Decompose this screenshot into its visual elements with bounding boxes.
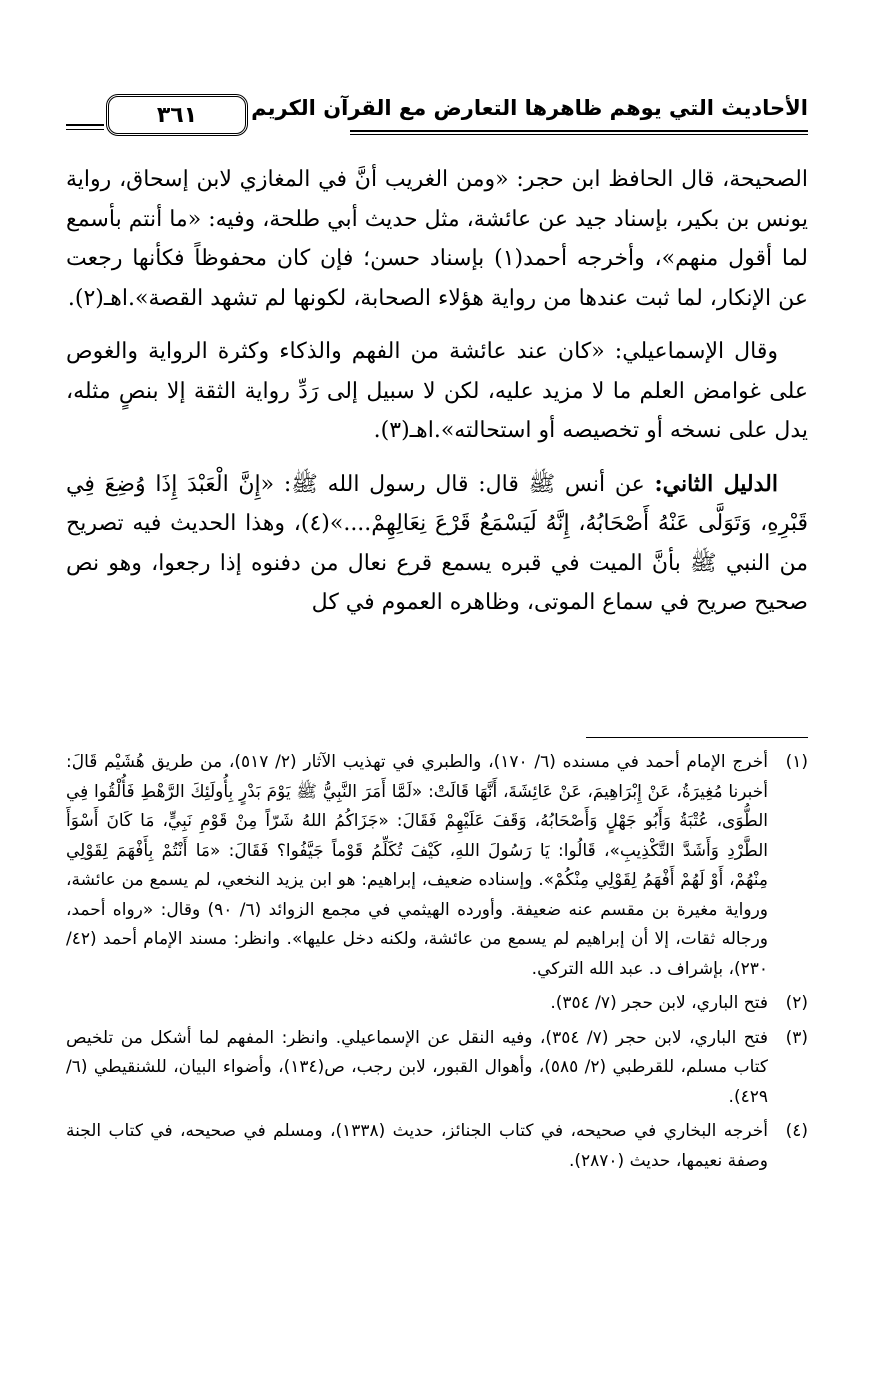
running-title: الأحاديث التي يوهم ظاهرها التعارض مع القرآن الكريم <box>251 96 808 120</box>
footnotes <box>66 748 808 1181</box>
footnote-number: (٤) <box>785 1121 808 1141</box>
footnote-text: أخرجه البخاري في صحيحه، في كتاب الجنائز، حديث (١٣٣٨)، ومسلم في صحيحه، في كتاب الجنة وصفة نعيمها، حديث (٢٨٧٠). <box>66 1121 768 1171</box>
header-rule-left-thin <box>66 129 104 130</box>
main-text <box>66 160 808 637</box>
footnote-1 <box>66 748 808 984</box>
paragraph-3 <box>66 465 808 623</box>
footnote-number: (١) <box>785 752 808 772</box>
footnote-separator <box>586 737 808 738</box>
evidence-heading: الدليل الثاني: <box>654 470 778 497</box>
page-header <box>66 92 808 140</box>
footnote-text: فتح الباري، لابن حجر (٧/ ٣٥٤)، وفيه النقل عن الإسماعيلي. وانظر: المفهم لما أشكل من تلخيص كتاب مسلم، للقرطبي (٢/ ٥٨٥)، وأهوال القبور، لابن رجب، ص(١٣٤)، وأضواء البيان، للشنقيطي (٦/ ٤٢٩). <box>66 1027 768 1107</box>
paragraph-2: وقال الإسماعيلي: «كان عند عائشة من الفهم والذكاء وكثرة الرواية والغوص على غوامض العلم ما لا مزيد عليه، لكن لا سبيل إلى رَدِّ رواية الثقة إلا بنصٍ مثله، يدل على نسخه أو تخصيصه أو استحالته».اهـ(٣). <box>66 339 808 443</box>
paragraph-3-text: عن أنس ﷺ قال: قال رسول الله ﷺ: «إِنَّ الْعَبْدَ إِذَا وُضِعَ فِي قَبْرِهِ، وَتَوَلَّى عَنْهُ أَصْحَابُهُ، إِنَّهُ لَيَسْمَعُ قَرْعَ نِعَالِهِمْ....»(٤)، وهذا الحديث فيه تصريح من النبي ﷺ بأنَّ الميت في قبره يسمع قرع نعال من دفنوه إذا رجعوا، وهو نص صحيح صريح في سماع الموتى، وظاهره العموم في كل <box>66 471 808 615</box>
footnote-3 <box>66 1024 808 1113</box>
footnote-text: فتح الباري، لابن حجر (٧/ ٣٥٤). <box>550 993 768 1013</box>
paragraph-1: الصحيحة، قال الحافظ ابن حجر: «ومن الغريب أنَّ في المغازي لابن إسحاق، رواية يونس بن بكير، بإسناد جيد عن عائشة، مثل حديث أبي طلحة، وفيه: «ما أنتم بأسمع لما أقول منهم»، وأخرجه أحمد(١) بإسناد حسن؛ فإن كان محفوظاً فكأنها رجعت عن الإنكار، لما ثبت عندها من رواية هؤلاء الصحابة، لكونها لم تشهد القصة».اهـ(٢). <box>66 167 808 311</box>
footnote-number: (٣) <box>785 1027 808 1048</box>
header-rule <box>350 130 808 132</box>
footnote-text: أخرج الإمام أحمد في مسنده (٦/ ١٧٠)، والطبري في تهذيب الآثار (٢/ ٥١٧)، من طريق هُشَيْم قَالَ: أخبرنا مُغِيرَةُ، عَنْ إِبْرَاهِيمَ، عَنْ عَائِشَةَ، أَنَّهَا قَالَتْ: «لَمَّا أَمَرَ النَّبِيُّ ﷺ يَوْمَ بَدْرٍ بِأُولَئِكَ الرَّهْطِ فَأُلْقُوا فِي الطُّوَى، عُتْبَةُ وَأَبُو جَهْلٍ وَأَصْحَابُهُ، وَقَفَ عَلَيْهِمْ فَقَالَ: «جَزَاكُمُ اللهُ شَرّاً مِنْ قَوْمِ نَبِيٍّ، مَا كَانَ أَسْوَأَ الطَّرْدِ وَأَشَدَّ التَّكْذِيبِ»، قَالُوا: يَا رَسُولَ اللهِ، كَيْفَ تُكَلِّمُ قَوْماً جَيَّفُوا؟ فَقَالَ: «مَا أَنْتُمْ بِأَفْهَمَ لِقَوْلِي مِنْهُمْ، أَوْ لَهُمْ أَفْهَمُ لِقَوْلِي مِنْكُمْ». وإسناده ضعيف، إبراهيم: هو ابن يزيد النخعي، لم يسمع من عائشة، ورواية مغيرة بن مقسم عنه ضعيفة. وأورده الهيثمي في مجمع الزوائد (٦/ ٩٠) وقال: «رواه أحمد، ورجاله ثقات، إلا أن إبراهيم لم يسمع من عائشة، ولكنه دخل عليها». وانظر: مسند الإمام أحمد (٤٢/ ٢٣٠)، بإشراف د. عبد الله التركي. <box>66 752 769 979</box>
footnote-4 <box>66 1117 808 1176</box>
header-rule-left <box>66 124 104 126</box>
header-rule-thin <box>350 134 808 135</box>
footnote-number: (٢) <box>785 993 808 1013</box>
page-number: ٣٦١ <box>106 94 248 136</box>
footnote-2 <box>66 989 808 1019</box>
